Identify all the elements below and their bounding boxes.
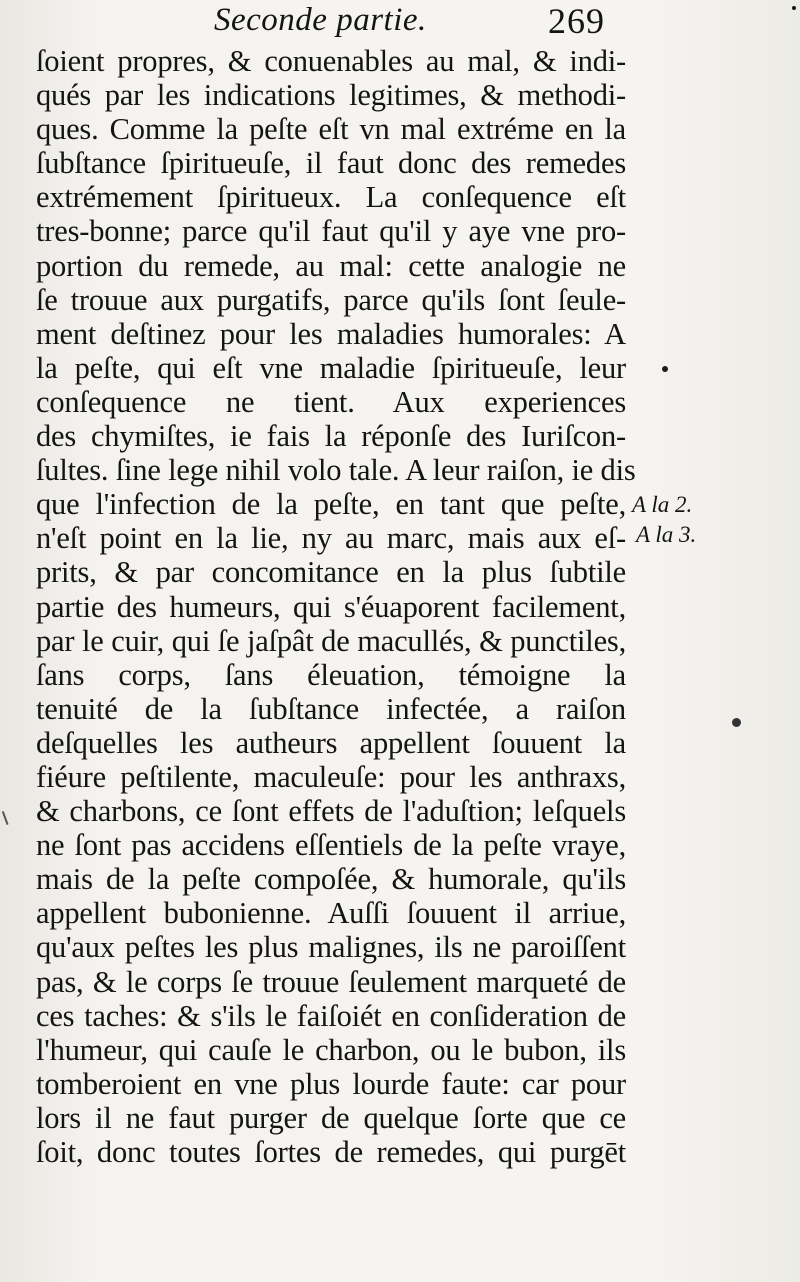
text-line: ſoient propres, & conuenables au mal, & indi- — [36, 44, 626, 78]
text-line: mais de la peſte compoſée, & humorale, qu'ils — [36, 862, 626, 897]
text-line: n'eſt point en la lie, ny au marc, mais aux eſ- — [36, 521, 626, 556]
text-line: ſans corps, ſans éleuation, témoigne la — [36, 657, 626, 692]
margin-note: A la 3. — [636, 522, 697, 547]
text-line: extrémement ſpiritueux. La conſequence eſt — [36, 180, 626, 215]
text-line: ment deſtinez pour les maladies humorales: A — [36, 316, 626, 351]
page-number: 269 — [548, 1, 605, 41]
ink-speck — [662, 366, 668, 372]
text-line: ſoit, donc toutes ſortes de remedes, qui purgēt — [36, 1135, 626, 1169]
text-line: que l'infection de la peſte, en tant que peſte, — [36, 487, 626, 522]
text-line: portion du remede, au mal: cette analogie ne — [36, 248, 626, 283]
text-line: deſquelles les autheurs appellent ſouuent la — [36, 725, 626, 760]
text-line: des chymiſtes, ie fais la réponſe des Iuriſcon- — [36, 419, 626, 454]
text-line: appellent bubonienne. Auſſi ſouuent il arriue, — [36, 896, 626, 931]
text-line: partie des humeurs, qui s'éuaporent facilement, — [36, 589, 626, 624]
text-line: ces taches: & s'ils le faiſoiét en conſideration de — [36, 998, 626, 1033]
text-line: ne ſont pas accidens eſſentiels de la peſte vraye, — [36, 828, 626, 863]
ink-speck — [792, 6, 796, 10]
text-line: & charbons, ce ſont effets de l'aduſtion; leſquels — [36, 794, 626, 829]
page-header — [0, 2, 800, 46]
text-line: par le cuir, qui ſe jaſpât de macullés, & punctiles, — [36, 623, 626, 658]
text-line: ſubſtance ſpiritueuſe, il faut donc des remedes — [36, 146, 626, 181]
text-line: ſe trouue aux purgatifs, parce qu'ils ſont ſeule- — [36, 282, 626, 317]
text-line: prits, & par concomitance en la plus ſubtile — [36, 555, 626, 590]
text-line: lors il ne faut purger de quelque ſorte que ce — [36, 1100, 626, 1135]
running-head: Seconde partie. — [214, 2, 427, 38]
margin-notes — [632, 490, 752, 550]
text-line: fiéure peſtilente, maculeuſe: pour les anthraxs, — [36, 759, 626, 794]
text-line: qués par les indications legitimes, & methodi- — [36, 78, 626, 113]
text-line: ſultes. ſine lege nihil volo tale. A leur raiſon, ie dis — [36, 453, 636, 488]
body-text — [36, 44, 636, 1169]
text-line: tres-bonne; parce qu'il faut qu'il y aye vne pro- — [36, 214, 626, 249]
text-line: tenuité de la ſubſtance infectée, a raiſon — [36, 691, 626, 726]
text-line: qu'aux peſtes les plus malignes, ils ne paroiſſent — [36, 930, 626, 965]
margin-mark — [2, 809, 14, 825]
text-line: pas, & le corps ſe trouue ſeulement marqueté de — [36, 964, 626, 999]
margin-note: A la 2. — [632, 492, 693, 517]
text-line: l'humeur, qui cauſe le charbon, ou le bubon, ils — [36, 1032, 626, 1067]
text-line: conſequence ne tient. Aux experiences — [36, 384, 626, 419]
ink-speck — [732, 718, 741, 727]
text-line: tomberoient en vne plus lourde faute: car pour — [36, 1066, 626, 1101]
text-line: ques. Comme la peſte eſt vn mal extréme en la — [36, 112, 626, 147]
text-line: la peſte, qui eſt vne maladie ſpiritueuſe, leur — [36, 350, 626, 385]
